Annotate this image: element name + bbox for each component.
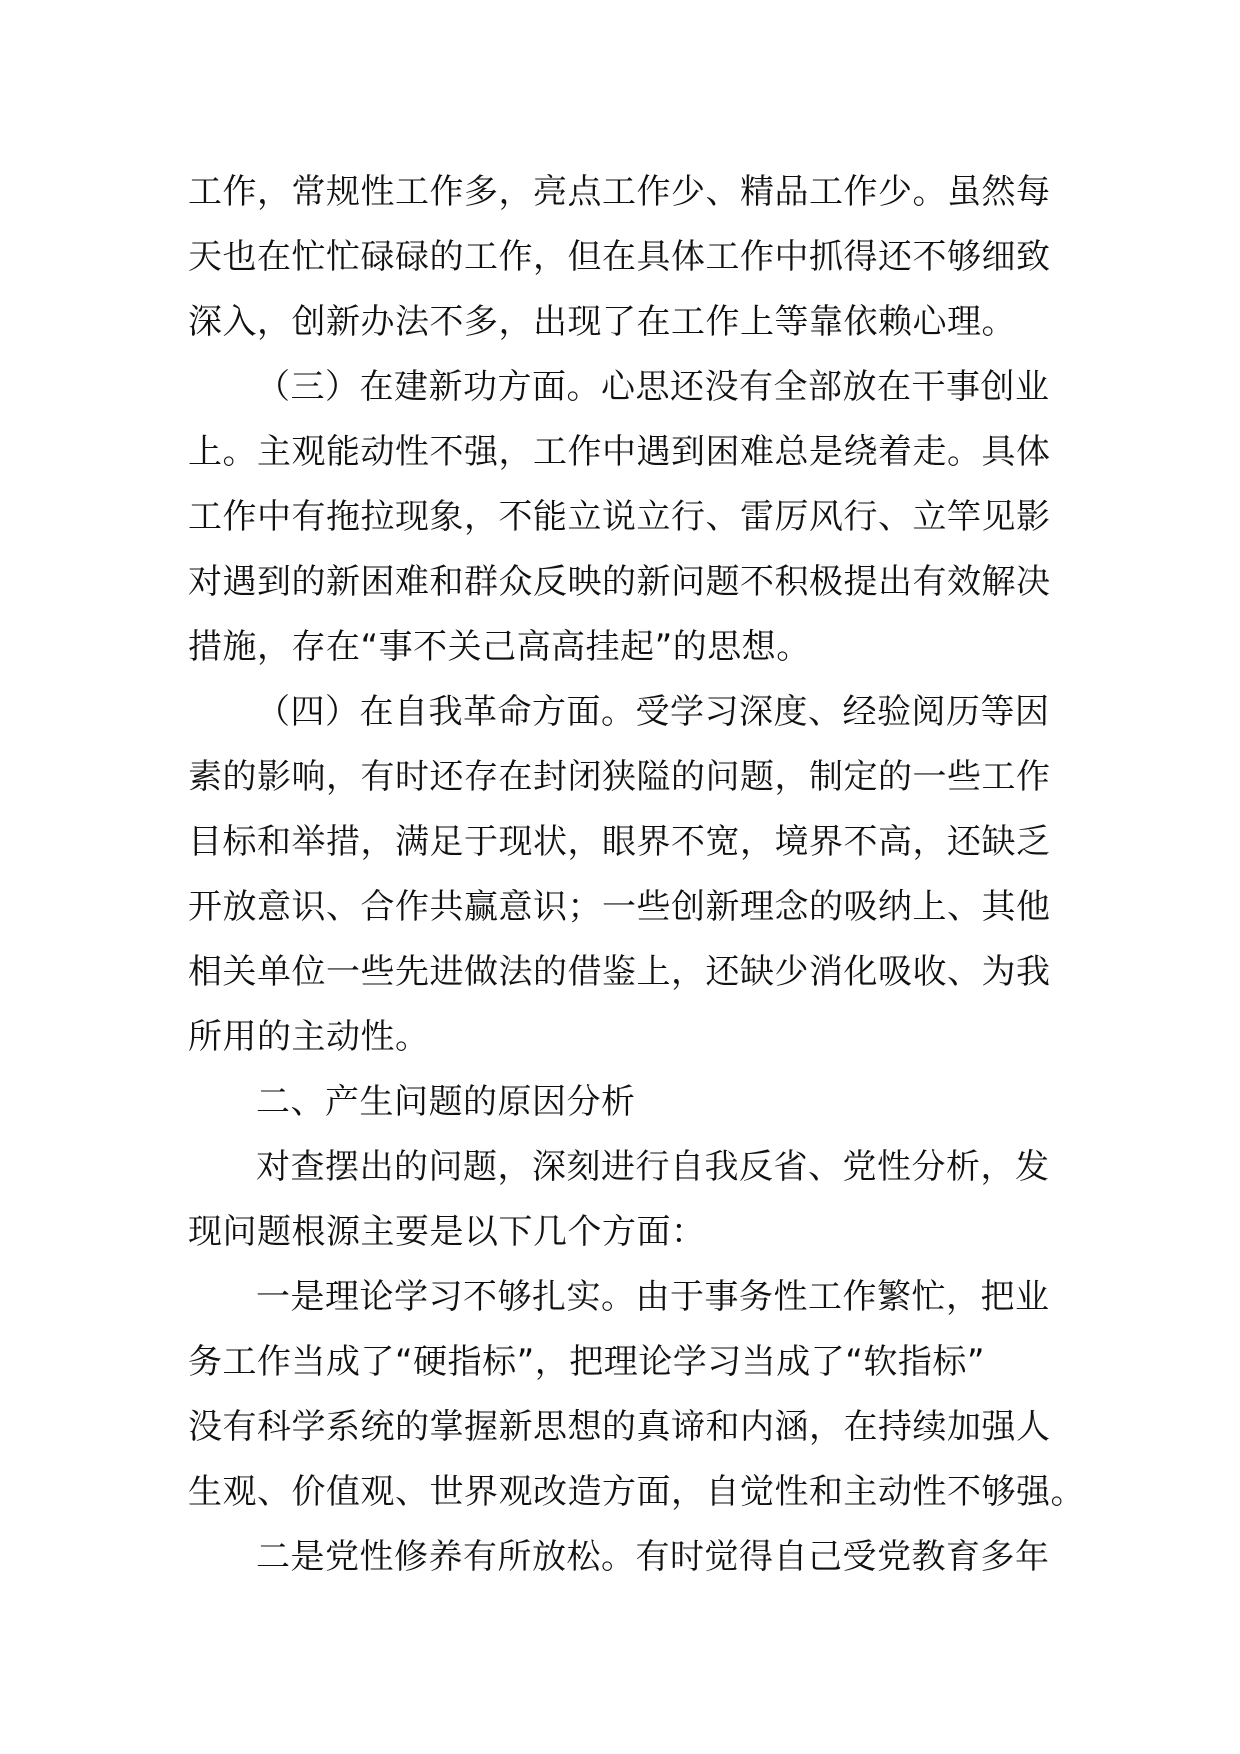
text-line: 相关单位一些先进做法的借鉴上，还缺少消化吸收、为我 [188, 952, 1051, 992]
text-line: 务工作当成了“硬指标”，把理论学习当成了“软指标” [188, 1342, 985, 1382]
section-heading-3: （三）在建新功方面。心思还没有全部放在干事创业 [256, 367, 1050, 407]
paragraph-start: 二是党性修养有所放松。有时觉得自己受党教育多年 [256, 1537, 1050, 1577]
paragraph-start: 一是理论学习不够扎实。由于事务性工作繁忙，把业 [256, 1277, 1050, 1317]
text-line: 对遇到的新困难和群众反映的新问题不积极提出有效解决 [188, 562, 1051, 602]
text-line: 没有科学系统的掌握新思想的真谛和内涵，在持续加强人 [188, 1407, 1051, 1447]
text-line: 素的影响，有时还存在封闭狭隘的问题，制定的一些工作 [188, 757, 1051, 797]
text-line: 措施，存在“事不关己高高挂起”的思想。 [188, 627, 811, 667]
text-line: 工作，常规性工作多，亮点工作少、精品工作少。虽然每 [188, 172, 1051, 212]
text-line: 生观、价值观、世界观改造方面，自觉性和主动性不够强。 [188, 1472, 1085, 1512]
paragraph-start: 对查摆出的问题，深刻进行自我反省、党性分析，发 [256, 1147, 1050, 1187]
text-line: 天也在忙忙碌碌的工作，但在具体工作中抓得还不够细致 [188, 237, 1051, 277]
section-heading-4: （四）在自我革命方面。受学习深度、经验阅历等因 [256, 692, 1050, 732]
text-line: 所用的主动性。 [188, 1017, 430, 1057]
document-body [188, 160, 1085, 1590]
text-line: 开放意识、合作共赢意识；一些创新理念的吸纳上、其他 [188, 887, 1051, 927]
part-heading: 二、产生问题的原因分析 [256, 1082, 636, 1122]
text-line: 上。主观能动性不强，工作中遇到困难总是绕着走。具体 [188, 432, 1051, 472]
text-line: 工作中有拖拉现象，不能立说立行、雷厉风行、立竿见影 [188, 497, 1051, 537]
text-line: 现问题根源主要是以下几个方面： [188, 1212, 706, 1252]
text-line: 目标和举措，满足于现状，眼界不宽，境界不高，还缺乏 [188, 822, 1051, 862]
text-line: 深入，创新办法不多，出现了在工作上等靠依赖心理。 [188, 302, 1016, 342]
